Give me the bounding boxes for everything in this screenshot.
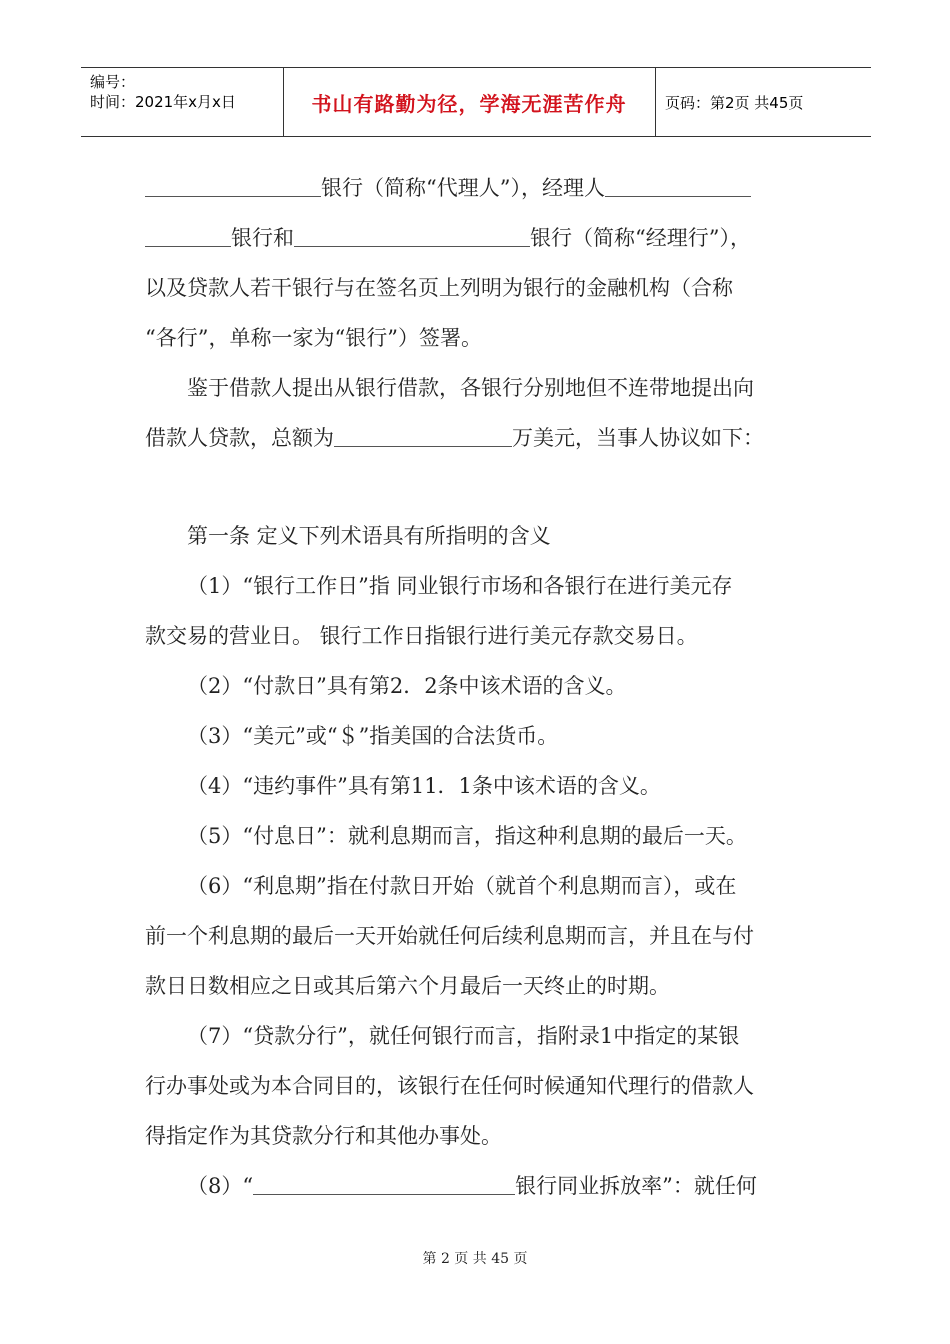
text-line: 以及贷款人若干银行与在签名页上列明为银行的金融机构（合称 (145, 276, 733, 300)
text-line: （7）“贷款分行”，就任何银行而言，指附录1中指定的某银 (187, 1024, 740, 1048)
fill-blank[interactable] (253, 1174, 515, 1195)
fill-blank[interactable] (334, 426, 512, 447)
document-header (81, 67, 871, 137)
text-line: “各行”，单称一家为“银行”）签署。 (145, 326, 482, 350)
text-line: 款交易的营业日。 银行工作日指银行进行美元存款交易日。 (145, 624, 698, 648)
fill-blank[interactable] (605, 176, 751, 197)
article-heading: 第一条 定义下列术语具有所指明的含义 (187, 524, 551, 548)
text-line: 款日日数相应之日或其后第六个月最后一天终止的时期。 (145, 974, 670, 998)
header-divider (655, 68, 656, 136)
text-line: 前一个利息期的最后一天开始就任何后续利息期而言，并且在与付 (145, 924, 754, 948)
text-line: 行办事处或为本合同目的，该银行在任何时候通知代理行的借款人 (145, 1074, 754, 1098)
document-number-label: 编号： (90, 73, 136, 91)
text-line: （8）“ 银行同业拆放率”：就任何 (187, 1174, 757, 1198)
text-line: 银行（简称“代理人”），经理人 (145, 172, 751, 202)
fill-blank[interactable] (145, 226, 231, 247)
fill-blank[interactable] (294, 226, 530, 247)
text-line: （3）“美元”或“＄”指美国的合法货币。 (187, 724, 559, 748)
text-line: （6）“利息期”指在付款日开始（就首个利息期而言），或在 (187, 874, 737, 898)
text-line: （4）“违约事件”具有第11．1条中该术语的含义。 (187, 774, 661, 798)
page-footer: 第 2 页 共 45 页 (422, 1251, 528, 1267)
page-info: 页码：第2页 共45页 (665, 93, 804, 112)
text-line: （2）“付款日”具有第2．2条中该术语的含义。 (187, 674, 627, 698)
text-line: 借款人贷款，总额为 万美元，当事人协议如下： (145, 426, 764, 450)
text-line: （5）“付息日”：就利息期而言，指这种利息期的最后一天。 (187, 824, 747, 848)
document-date: 时间：2021年x月x日 (90, 93, 236, 111)
text-line: 银行和 银行（简称“经理行”）， (145, 222, 751, 252)
text-line: 鉴于借款人提出从银行借款，各银行分别地但不连带地提出向 (187, 376, 754, 400)
header-meta (90, 72, 236, 112)
header-motto: 书山有路勤为径，学海无涯苦作舟 (311, 91, 627, 116)
text-line: 得指定作为其贷款分行和其他办事处。 (145, 1124, 502, 1148)
fill-blank[interactable] (145, 176, 321, 197)
text-line: （1）“银行工作日”指 同业银行市场和各银行在进行美元存 (187, 574, 733, 598)
